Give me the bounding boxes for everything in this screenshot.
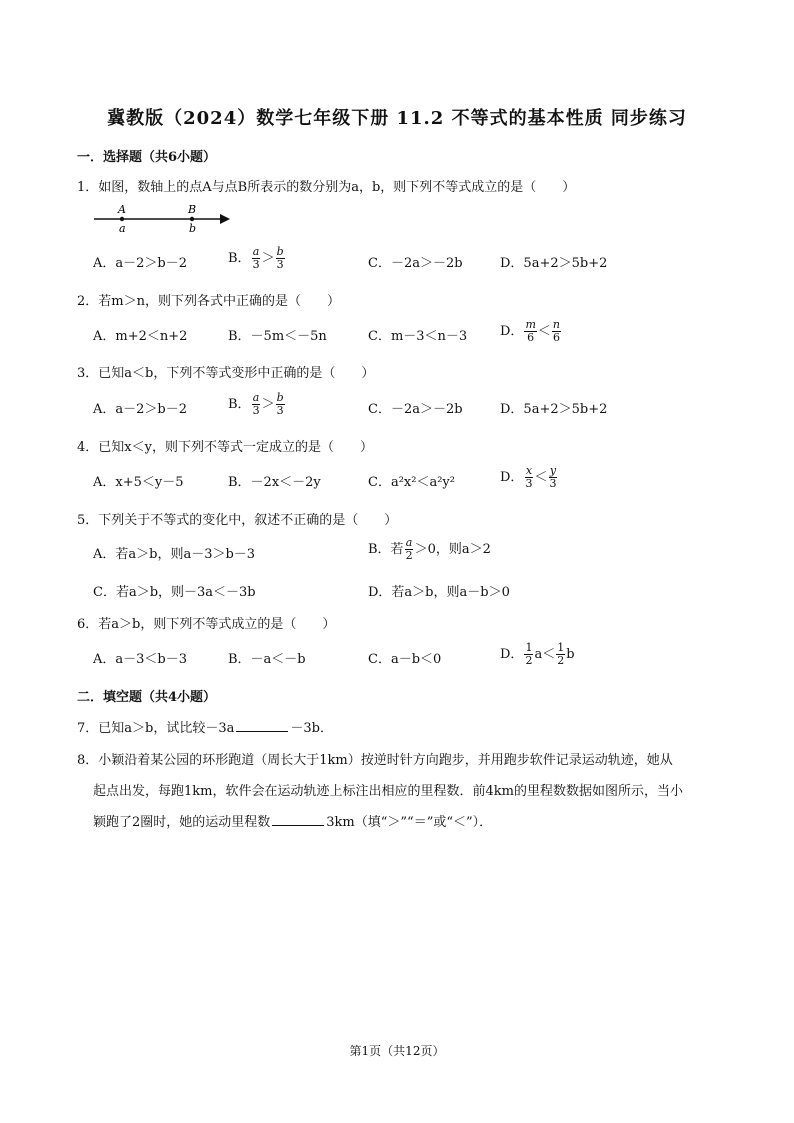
operator: ＜	[537, 324, 551, 339]
q2-option-b: B．－5m＜－5n	[228, 329, 327, 344]
fraction-numerator: m	[525, 318, 536, 331]
q5-option-b	[368, 537, 491, 562]
q1-option-b-prefix: B．	[228, 251, 251, 266]
q3-option-b-prefix: B．	[228, 397, 251, 412]
fraction	[524, 642, 533, 667]
q3-option-c: C．－2a＞－2b	[368, 402, 463, 417]
section-choice-heading: 一．选择题（共6小题）	[77, 150, 217, 165]
fraction	[524, 465, 533, 490]
q6-option-d-end: b	[566, 647, 575, 662]
q1-option-c: C．－2a＞－2b	[368, 256, 463, 271]
q6-option-d-middle: a＜	[534, 647, 556, 662]
label-value-b: b	[189, 222, 197, 234]
question-5-stem: 5．下列关于不等式的变化中，叙述不正确的是（ ）	[77, 513, 398, 528]
answer-blank[interactable]	[272, 813, 324, 826]
q5-option-a: A．若a＞b，则a－3＞b－3	[93, 547, 256, 562]
question-8-line-3	[93, 811, 492, 830]
point-b	[190, 217, 194, 221]
operator: ＜	[534, 470, 548, 485]
question-8-line-3-before: 颖跑了2圈时，她的运动里程数	[93, 815, 271, 830]
q6-option-d	[500, 642, 575, 667]
fraction-denominator: 3	[549, 477, 557, 490]
fraction-numerator: 1	[525, 641, 533, 654]
q3-option-b	[228, 392, 286, 417]
fraction-denominator: 3	[252, 258, 260, 271]
operator: ＞	[261, 397, 275, 412]
fraction-numerator: a	[405, 536, 413, 549]
question-1-stem: 1．如图，数轴上的点A与点B所表示的数分别为a，b，则下列不等式成立的是（ ）	[77, 180, 576, 195]
fraction-denominator: 3	[525, 477, 533, 490]
fraction-denominator: 3	[276, 258, 284, 271]
point-a	[120, 217, 124, 221]
fraction-denominator: 2	[525, 654, 533, 667]
q4-option-d	[500, 465, 558, 490]
fraction-numerator: b	[276, 245, 284, 258]
q6-option-b: B．－a＜－b	[228, 652, 306, 667]
q1-option-b	[228, 246, 286, 271]
operator: ＞	[261, 251, 275, 266]
fraction-numerator: 1	[557, 641, 565, 654]
fraction-denominator: 2	[405, 549, 413, 562]
q2-option-a: A．m+2＜n+2	[93, 329, 188, 344]
fraction	[556, 642, 565, 667]
label-value-a: a	[119, 222, 126, 234]
question-7-stem-after: －3b．	[290, 721, 333, 736]
question-4-stem: 4．已知x＜y，则下列不等式一定成立的是（ ）	[77, 440, 373, 455]
q6-option-c: C．a－b＜0	[368, 652, 442, 667]
q4-option-d-prefix: D．	[500, 470, 524, 485]
fraction	[252, 392, 261, 417]
fraction-denominator: 3	[276, 404, 284, 417]
question-6-stem: 6．若a＞b，则下列不等式成立的是（ ）	[77, 617, 336, 632]
question-7-stem-before: 7．已知a＞b，试比较－3a	[77, 721, 235, 736]
fraction-denominator: 3	[252, 404, 260, 417]
q3-option-d: D．5a+2＞5b+2	[500, 402, 608, 417]
fraction	[405, 537, 414, 562]
question-3-stem: 3．已知a＜b，下列不等式变形中正确的是（ ）	[77, 366, 375, 381]
fraction-denominator: 2	[557, 654, 565, 667]
question-8-line-2: 起点出发，每跑1km，软件会在运动轨迹上标注出相应的里程数．前4km的里程数数据如图所示，当小	[93, 784, 683, 799]
q5-option-d: D．若a＞b，则a－b＞0	[368, 585, 510, 600]
fraction-denominator: 6	[527, 331, 535, 344]
fraction	[252, 246, 261, 271]
number-line-arrow	[220, 214, 230, 224]
q2-option-d	[500, 319, 562, 344]
fraction-numerator: a	[252, 391, 260, 404]
q6-option-d-prefix: D．	[500, 647, 524, 662]
answer-blank[interactable]	[236, 719, 288, 732]
label-point-b: B	[188, 203, 197, 216]
fraction-numerator: b	[276, 391, 284, 404]
question-2-stem: 2．若m＞n，则下列各式中正确的是（ ）	[77, 294, 340, 309]
q5-option-c: C．若a＞b，则－3a＜－3b	[93, 585, 256, 600]
fraction-numerator: a	[252, 245, 260, 258]
q5-option-b-prefix: B．若	[368, 542, 404, 557]
page-footer: 第1页（共12页）	[349, 1044, 445, 1058]
question-7	[77, 717, 333, 736]
fraction	[548, 465, 557, 490]
q3-option-a: A．a－2＞b－2	[93, 402, 188, 417]
fraction	[276, 246, 285, 271]
document-title: 冀教版（2024）数学七年级下册 11.2 不等式的基本性质 同步练习	[107, 108, 687, 129]
question-8-line-1: 8．小颖沿着某公园的环形跑道（周长大于1km）按逆时针方向跑步，并用跑步软件记录运动轨迹，她从	[77, 753, 673, 768]
q4-option-b: B．－2x＜－2y	[228, 475, 321, 490]
section-fill-heading: 二．填空题（共4小题）	[77, 690, 217, 705]
fraction-numerator: n	[552, 318, 560, 331]
fraction-denominator: 6	[552, 331, 560, 344]
q1-option-d: D．5a+2＞5b+2	[500, 256, 608, 271]
question-8-line-3-after: 3km（填“＞”“＝”或“＜”）．	[326, 815, 493, 830]
fraction-numerator: y	[549, 464, 557, 477]
q1-option-a: A．a－2＞b－2	[93, 256, 188, 271]
number-line-figure	[92, 202, 232, 234]
q4-option-a: A．x+5＜y－5	[93, 475, 184, 490]
q5-option-b-suffix: ＞0，则a＞2	[414, 542, 491, 557]
fraction	[524, 319, 536, 344]
q6-option-a: A．a－3＜b－3	[93, 652, 188, 667]
q2-option-d-prefix: D．	[500, 324, 524, 339]
q2-option-c: C．m－3＜n－3	[368, 329, 468, 344]
fraction	[276, 392, 285, 417]
fraction-numerator: x	[525, 464, 533, 477]
q4-option-c: C．a²x²＜a²y²	[368, 475, 455, 490]
fraction	[552, 319, 561, 344]
label-point-a: A	[118, 203, 126, 216]
